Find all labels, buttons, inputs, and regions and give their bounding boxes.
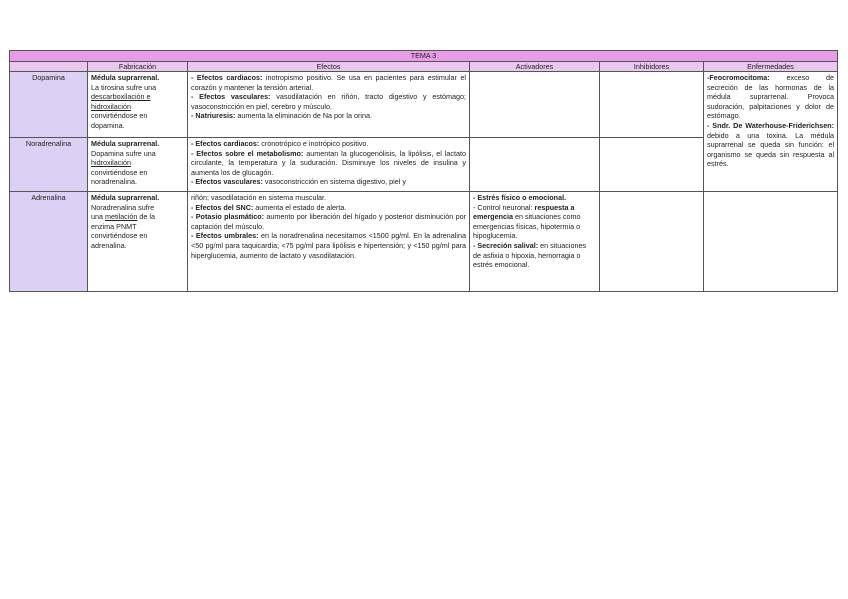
fabricacion-adrenalina	[88, 192, 188, 292]
efecto-item	[191, 73, 466, 92]
efecto-item	[191, 149, 466, 178]
activadores-dopamina	[470, 72, 600, 138]
header-efectos: Efectos	[188, 62, 470, 72]
fabricacion-dopamina	[88, 72, 188, 138]
efectos-noradrenalina	[188, 138, 470, 192]
efecto-item	[191, 212, 466, 231]
efectos-dopamina	[188, 72, 470, 138]
activadores-adrenalina	[470, 192, 600, 292]
fab-line: Dopamina sufre una	[91, 148, 156, 158]
efecto-text: aumenta el estado de alerta.	[253, 202, 347, 212]
activador-item	[473, 241, 596, 270]
activador-item	[473, 193, 596, 203]
table-row-dopamina	[10, 72, 838, 138]
fab-line	[91, 212, 184, 222]
efecto-text: aumentan la glucogenólisis, la lipólisis, el lactato circulante, la temperatura y la suduración. Disminuye los niveles de insulina y aumenta los de glucagón.	[191, 148, 466, 177]
inhibidores-adrenalina	[600, 192, 704, 292]
hormone-name-dopamina: Dopamina	[10, 72, 88, 138]
enfermedad-label: - Sndr. De Waterhouse-Friderichsen:	[707, 120, 835, 130]
efecto-label: - Efectos sobre el metabolismo:	[191, 148, 304, 158]
fab-title: Médula suprarrenal.	[91, 193, 160, 202]
efecto-text: cronotrópico e inotrópico positivo.	[259, 139, 369, 148]
fab-text-underlined: metilación	[105, 212, 138, 222]
activador-text: en situaciones como emergencias físicas, hipotermia o hipoglucemia.	[473, 212, 581, 241]
enfermedad-feocromocitoma	[707, 73, 834, 121]
hormone-name-noradrenalina: Noradrenalina	[10, 138, 88, 192]
efecto-text: en la noradrenalina necesitamos <1500 pg/ml. En la adrenalina <50 pg/ml para taquicardia; <75 pg/ml para lipólisis e hipertensión; y <150 pg/ml para hiperglucemia, aumento de lactato y vasodilatación.	[191, 231, 466, 260]
title-row	[10, 51, 838, 62]
header-inhibidores: Inhibidores	[600, 62, 704, 72]
activador-item	[473, 203, 596, 241]
activador-text: en situaciones de asfixia o hipoxia, hemorragia o estrés emocional.	[473, 240, 587, 270]
fab-line: Noradrenalina sufre	[91, 202, 155, 212]
header-enfermedades: Enfermedades	[704, 62, 838, 72]
activador-text: - Control neuronal:	[473, 202, 535, 212]
efecto-label: - Efectos cardiacos:	[191, 139, 260, 148]
efecto-text: aumento por liberación del hígado y posterior disminución por captación del músculo.	[191, 212, 466, 231]
enfermedad-text: debido a una toxina. La médula suprarrenal se queda sin función: el organismo se queda sin respuesta al estrés.	[707, 130, 835, 169]
efecto-label: - Natriuresis:	[191, 111, 236, 121]
efectos-adrenalina	[188, 192, 470, 292]
efecto-label: - Efectos umbrales:	[191, 231, 259, 241]
efecto-item	[191, 231, 466, 260]
efecto-item	[191, 111, 466, 121]
efecto-label: - Efectos vasculares:	[191, 92, 271, 102]
hormones-table	[9, 50, 838, 292]
efecto-label: - Efectos cardiacos:	[191, 73, 263, 82]
efecto-label: - Efectos del SNC:	[191, 202, 254, 212]
fab-line: adrenalina.	[91, 240, 127, 250]
fab-line: hidroxilación	[91, 101, 131, 111]
fab-line: convirtiéndose en	[91, 111, 148, 121]
fab-line: enzima PNMT	[91, 221, 137, 231]
activador-label: respuesta a emergencia	[473, 202, 575, 222]
fab-line: noradrenalina.	[91, 177, 137, 187]
fab-line: descarboxilación e	[91, 92, 151, 102]
header-fabricacion: Fabricación	[88, 62, 188, 72]
efecto-item	[191, 177, 466, 187]
efecto-text: inotropismo positivo. Se usa en pacientes para estimular el corazón y mantener la tensión arterial.	[191, 73, 466, 92]
efecto-text: aumenta la eliminación de Na por la orina.	[235, 111, 372, 121]
enfermedades-cell	[704, 72, 838, 192]
activador-label: - Secreción salival:	[473, 240, 539, 250]
activador-label: - Estrés físico o emocional.	[473, 193, 567, 202]
table-row-adrenalina	[10, 192, 838, 292]
fab-line: convirtiéndose en	[91, 167, 148, 177]
fab-text: de la	[137, 212, 155, 222]
enfermedad-waterhouse	[707, 121, 834, 169]
fab-line: convirtiéndose en	[91, 231, 148, 241]
table-title: TEMA 3	[10, 51, 838, 62]
activadores-noradrenalina	[470, 138, 600, 192]
efecto-text: vasodilatación en riñón, tracto digestivo y estómago; vasoconstricción en piel, cerebro y músculo.	[191, 92, 466, 111]
efecto-item: riñón; vasodilatación en sistema muscular.	[191, 193, 327, 202]
inhibidores-dopamina	[600, 72, 704, 138]
fabricacion-noradrenalina	[88, 138, 188, 192]
header-empty	[10, 62, 88, 72]
header-activadores: Activadores	[470, 62, 600, 72]
efecto-text: vasoconstricción en sistema digestivo, piel y	[262, 177, 406, 187]
fab-text: una	[91, 212, 105, 222]
efecto-label: - Efectos vasculares:	[191, 177, 263, 187]
fab-line: hidroxilación	[91, 158, 131, 168]
efecto-item	[191, 139, 466, 149]
efecto-item	[191, 203, 466, 213]
efecto-label: - Potasio plasmático:	[191, 212, 265, 222]
enfermedades-adrenalina	[704, 192, 838, 292]
fab-line: dopamina.	[91, 120, 125, 130]
inhibidores-noradrenalina	[600, 138, 704, 192]
fab-title: Médula suprarrenal.	[91, 139, 160, 148]
enfermedad-text: exceso de secreción de las hormonas de la médula suprarrenal. Provoca sudoración, palpitaciones y dolor de estómago.	[707, 73, 835, 121]
hormone-name-adrenalina: Adrenalina	[10, 192, 88, 292]
efecto-item	[191, 92, 466, 111]
fab-title: Médula suprarrenal.	[91, 73, 160, 82]
fab-line: La tirosina sufre una	[91, 82, 157, 92]
header-row	[10, 62, 838, 72]
enfermedad-label: -Feocromocitoma:	[707, 73, 770, 82]
